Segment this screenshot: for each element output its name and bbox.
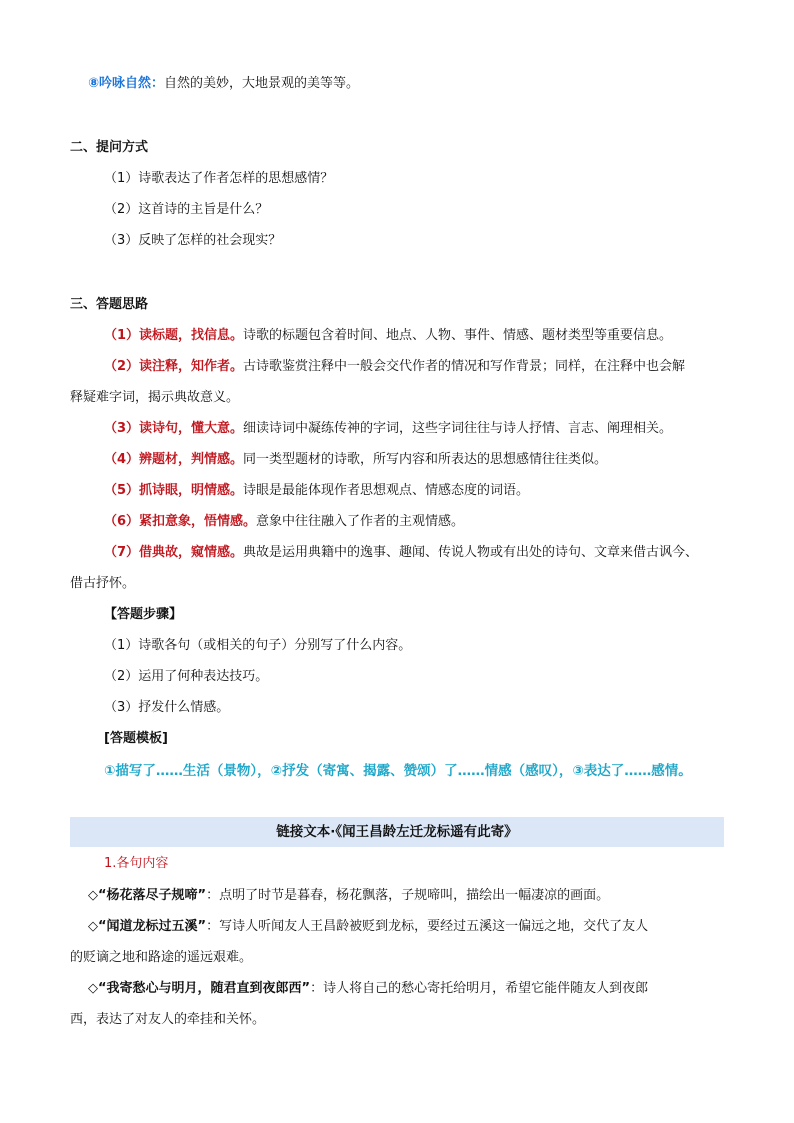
question-item-3: （3）反映了怎样的社会现实？ [104, 233, 282, 248]
tip-label: （7）借典故，窥情感。 [104, 545, 244, 560]
tip-3 [104, 420, 672, 438]
section3-title: 三、答题思路 [70, 297, 149, 312]
tip-label: （5）抓诗眼，明情感。 [104, 483, 244, 498]
step-item-3: （3）抒发什么情感。 [104, 700, 230, 715]
poem-quote: ◇“杨花落尽子规啼” [88, 888, 207, 903]
tip-text: 细读诗词中凝练传神的字词，这些字词往往与诗人抒情、言志、阐理相关。 [243, 421, 673, 436]
tip-label: （1）读标题，找信息。 [104, 328, 244, 343]
link-item-2 [88, 918, 648, 936]
step-item-1: （1）诗歌各句（或相关的句子）分别写了什么内容。 [104, 638, 412, 653]
poem-explanation: ：诗人将自己的愁心寄托给明月，希望它能伴随友人到夜郎 [310, 981, 649, 996]
tip-label: （4）辨题材，判情感。 [104, 452, 244, 467]
tip-label: （6）紧扣意象，悟情感。 [104, 514, 257, 529]
steps-title: 【答题步骤】 [104, 607, 183, 622]
intro-label: ⑧吟咏自然： [88, 76, 165, 91]
tip-1 [104, 327, 672, 345]
poem-quote: ◇“我寄愁心与明月，随君直到夜郎西” [88, 981, 311, 996]
tip-label: （2）读注释，知作者。 [104, 359, 244, 374]
step-item-2: （2）运用了何种表达技巧。 [104, 669, 269, 684]
tip-6 [104, 513, 464, 531]
tip-5 [104, 482, 529, 500]
banner-title: 链接文本·《闻王昌龄左迁龙标遥有此寄》 [276, 824, 518, 840]
template-title: [答题模板] [104, 731, 168, 746]
link-text-banner [70, 817, 724, 847]
tip-text: 诗歌的标题包含着时间、地点、人物、事件、情感、题材类型等重要信息。 [243, 328, 673, 343]
tip-text: 古诗歌鉴赏注释中一般会交代作者的情况和写作背景；同样，在注释中也会解 [243, 359, 686, 374]
poem-explanation: ：写诗人听闻友人王昌龄被贬到龙标，要经过五溪这一偏远之地，交代了友人 [206, 919, 649, 934]
link-item-2-continuation: 的贬谪之地和路途的遥远艰难。 [70, 950, 253, 965]
intro-text: 自然的美妙，大地景观的美等等。 [164, 76, 360, 91]
tip-4 [104, 451, 607, 469]
tip-text: 同一类型题材的诗歌，所写内容和所表达的思想感情往往类似。 [243, 452, 608, 467]
tip-text: 意象中往往融入了作者的主观情感。 [256, 514, 465, 529]
tip-2-continuation: 释疑难字词，揭示典故意义。 [70, 390, 240, 405]
link-subtitle: 1.各句内容 [104, 856, 169, 871]
link-item-3-continuation: 西，表达了对友人的牵挂和关怀。 [70, 1012, 266, 1027]
tip-text: 典故是运用典籍中的逸事、趣闻、传说人物或有出处的诗句、文章来借古讽今、 [243, 545, 699, 560]
answer-template: ①描写了……生活（景物），②抒发（寄寓、揭露、赞颂）了……情感（感叹），③表达了……感情。 [104, 763, 692, 779]
poem-explanation: ：点明了时节是暮春，杨花飘落，子规啼叫，描绘出一幅凄凉的画面。 [206, 888, 610, 903]
tip-7 [104, 544, 698, 562]
tip-7-continuation: 借古抒怀。 [70, 576, 136, 591]
tip-text: 诗眼是最能体现作者思想观点、情感态度的词语。 [243, 483, 530, 498]
tip-2 [104, 358, 685, 376]
tip-label: （3）读诗句，懂大意。 [104, 421, 244, 436]
intro-line [88, 75, 359, 93]
question-item-2: （2）这首诗的主旨是什么？ [104, 202, 269, 217]
poem-quote: ◇“闻道龙标过五溪” [88, 919, 207, 934]
section2-title: 二、提问方式 [70, 140, 149, 155]
link-item-1 [88, 887, 609, 905]
question-item-1: （1）诗歌表达了作者怎样的思想感情？ [104, 171, 334, 186]
link-item-3 [88, 980, 648, 998]
